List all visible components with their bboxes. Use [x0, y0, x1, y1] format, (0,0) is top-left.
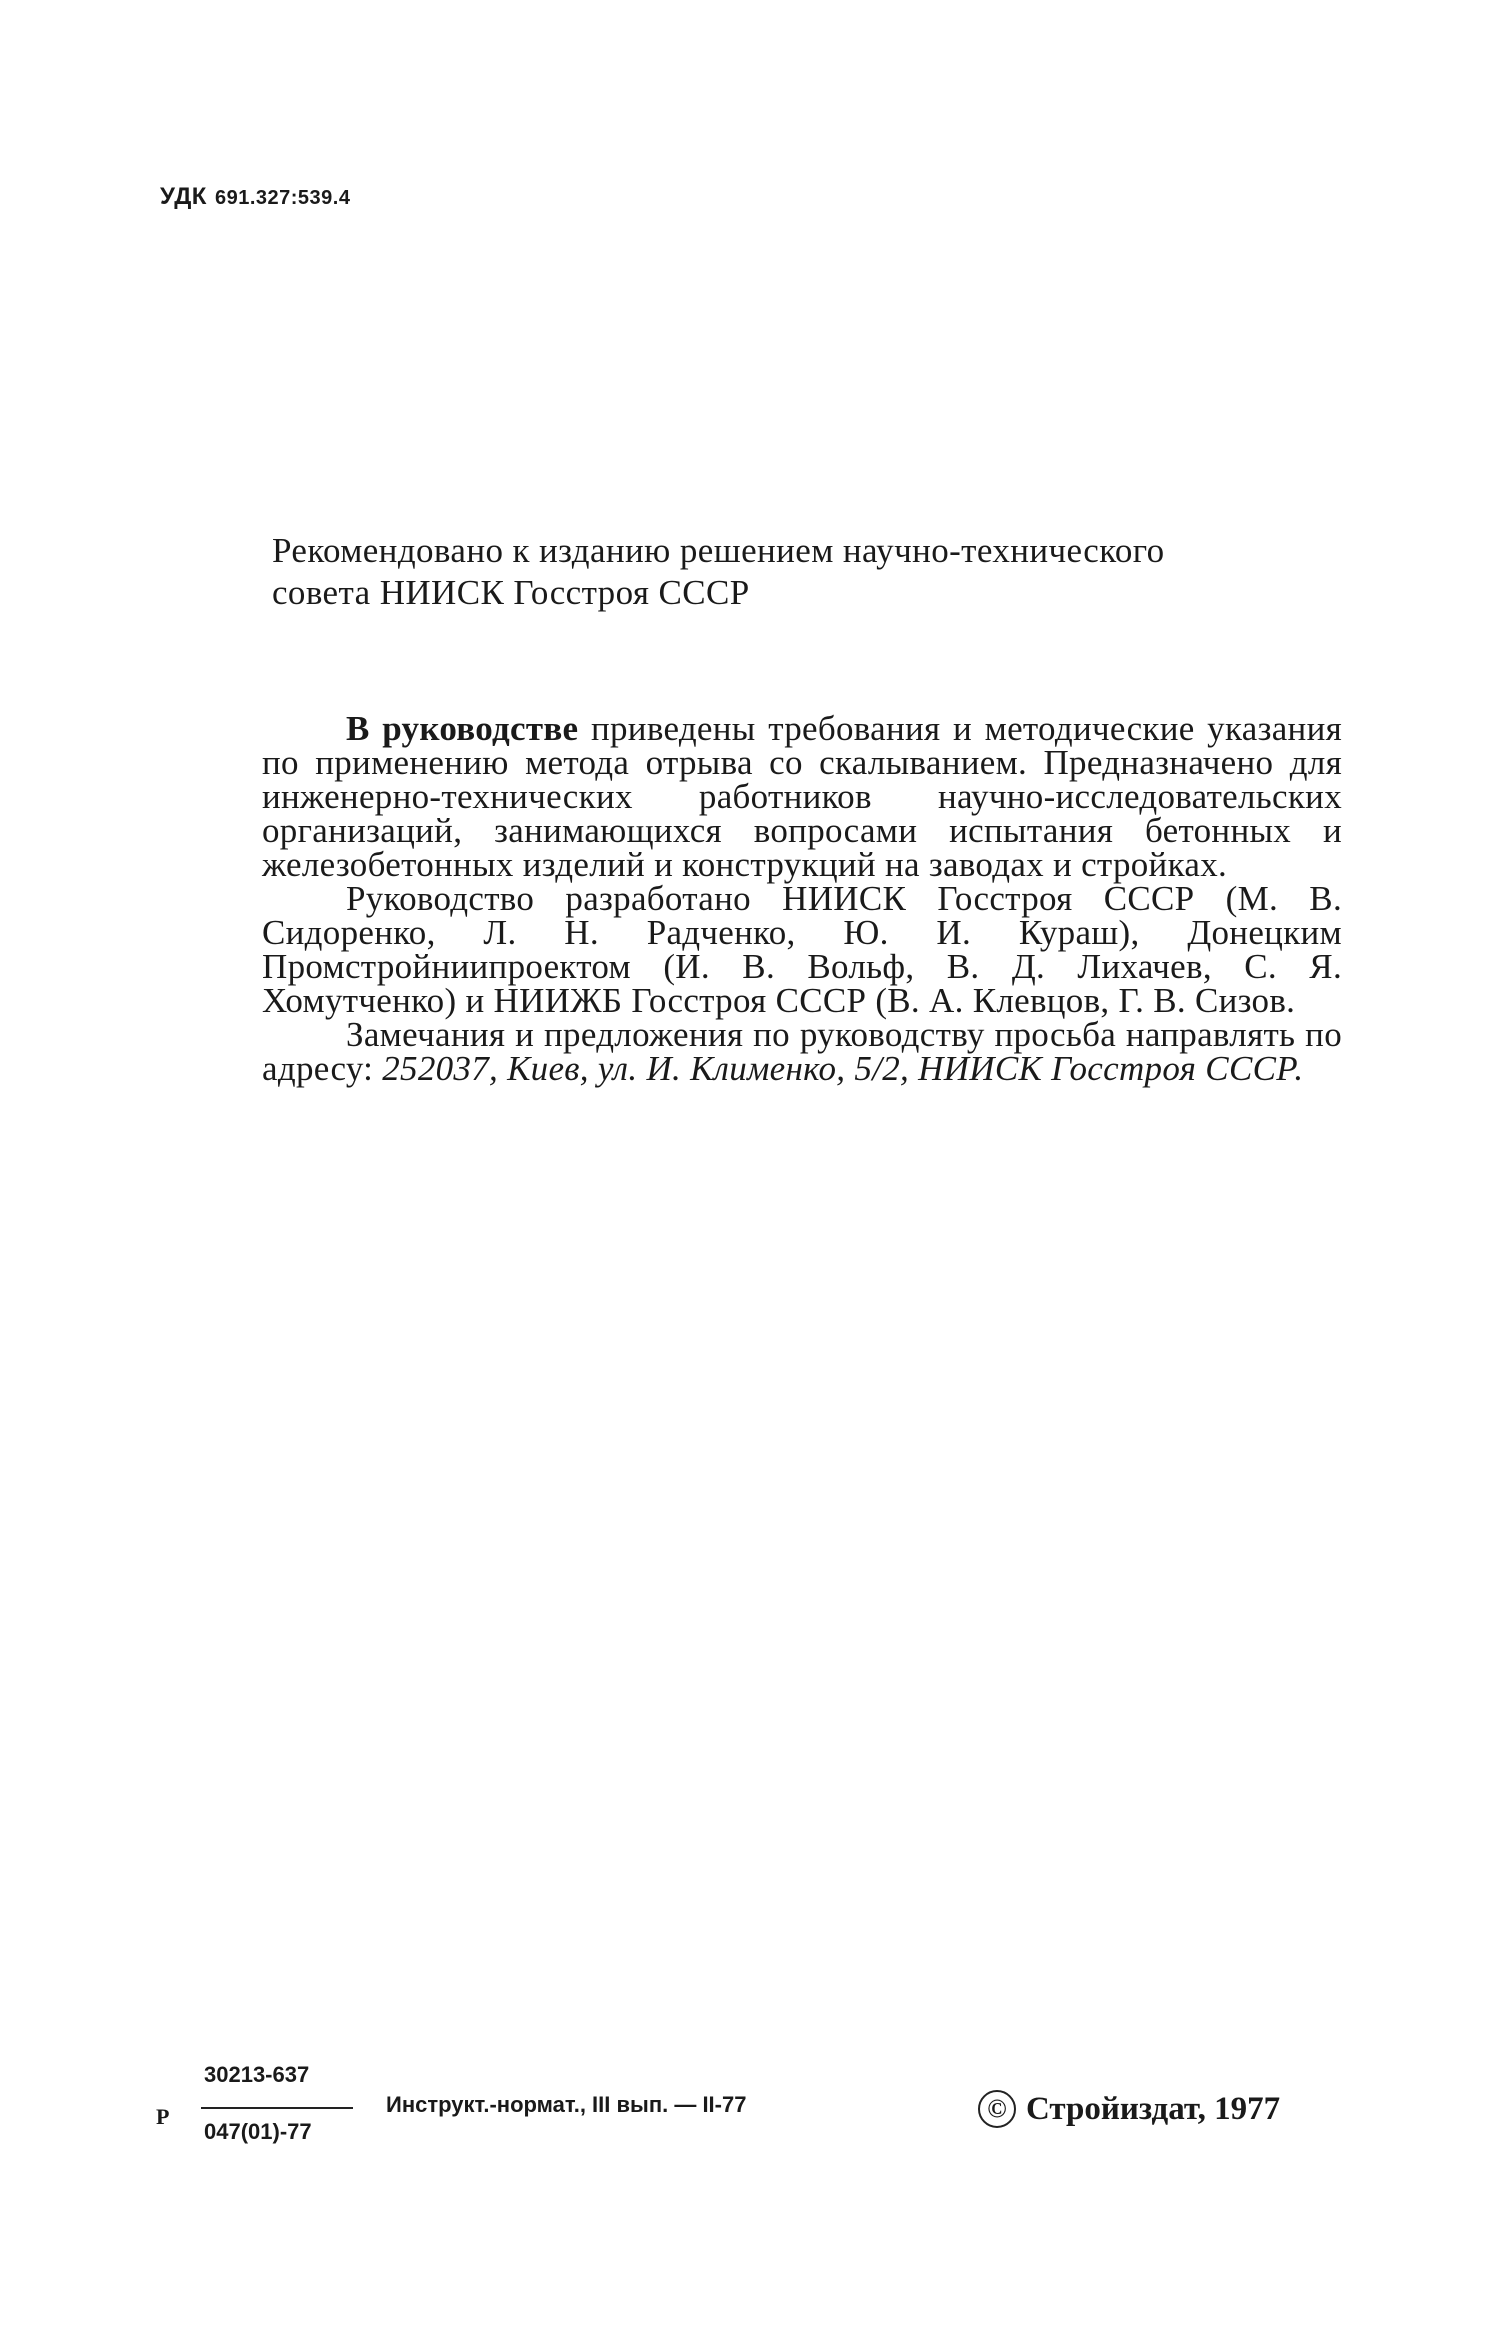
abstract-lead: В руководстве	[346, 709, 579, 748]
publisher: Стройиздат, 1977	[1026, 2091, 1281, 2127]
copyright-icon: ©	[978, 2090, 1016, 2128]
copyright	[978, 2090, 1280, 2128]
contact-text: Замечания и предложения по руководству просьба направлять по адресу:	[262, 1015, 1342, 1088]
recommendation-line-1: Рекомендовано к изданию решением научно-технического	[272, 531, 1165, 570]
udk-label: УДК	[160, 183, 207, 210]
recommendation-note	[272, 530, 1342, 614]
recommendation-line-2: совета НИИСК Госстроя СССР	[272, 573, 750, 612]
imprint-numerator: 30213-637	[204, 2062, 310, 2087]
imprint-letter: Р	[156, 2104, 170, 2129]
contact-address: 252037, Киев, ул. И. Клименко, 5/2, НИИСК Госстроя СССР.	[382, 1049, 1304, 1088]
authors-paragraph: Руководство разработано НИИСК Госстроя СССР (М. В. Сидоренко, Л. Н. Радченко, Ю. И. Кураш), Донецким Промстройниипроектом (И. В. Вольф, В. Д. Лихачев, С. Я. Хомутченко) и НИИЖБ Госстроя СССР (В. А. Клевцов, Г. В. Сизов.	[262, 879, 1342, 1020]
imprint-series: Инструкт.-нормат., III вып. — II-77	[386, 2092, 747, 2117]
fraction-line	[201, 2107, 353, 2109]
abstract	[262, 709, 1342, 1088]
imprint-denominator: 047(01)-77	[204, 2119, 312, 2144]
contact-paragraph	[262, 1015, 1342, 1088]
abstract-paragraph-1	[262, 709, 1342, 884]
abstract-text: приведены требования и методические указания по применению метода отрыва со скалыванием. Предназначено для инженерно-технических работников научно-исследовательских организаций, занимающихся вопросами испытания бетонных и железобетонных изделий и конструкций на заводах и стройках.	[262, 709, 1342, 884]
imprint	[156, 2062, 1356, 2162]
udk-number: 691.327:539.4	[214, 187, 351, 209]
udk-code	[160, 183, 350, 211]
